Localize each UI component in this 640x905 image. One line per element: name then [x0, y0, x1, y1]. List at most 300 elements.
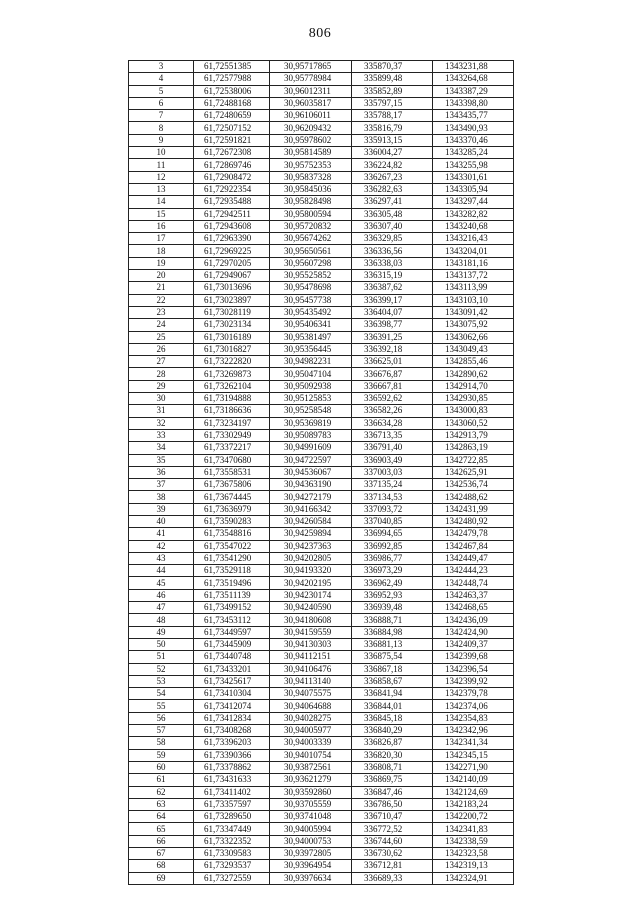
longitude-cell: 30,93592860	[270, 786, 352, 798]
x-coordinate-cell: 336847,46	[352, 786, 433, 798]
latitude-cell: 61,73408268	[194, 725, 270, 737]
coordinate-table-container	[128, 60, 513, 885]
x-coordinate-cell: 335816,79	[352, 122, 433, 134]
longitude-cell: 30,94230174	[270, 589, 352, 601]
table-row	[129, 700, 514, 712]
table-row	[129, 614, 514, 626]
longitude-cell: 30,94202195	[270, 577, 352, 589]
longitude-cell: 30,95752353	[270, 159, 352, 171]
y-coordinate-cell: 1342374,06	[433, 700, 514, 712]
point-number-cell: 62	[129, 786, 194, 798]
latitude-cell: 61,72963390	[194, 233, 270, 245]
longitude-cell: 30,93621279	[270, 774, 352, 786]
point-number-cell: 37	[129, 479, 194, 491]
longitude-cell: 30,94260584	[270, 515, 352, 527]
point-number-cell: 14	[129, 196, 194, 208]
latitude-cell: 61,73453112	[194, 614, 270, 626]
longitude-cell: 30,94159559	[270, 626, 352, 638]
latitude-cell: 61,72488168	[194, 97, 270, 109]
longitude-cell: 30,94237363	[270, 540, 352, 552]
latitude-cell: 61,73016189	[194, 331, 270, 343]
y-coordinate-cell: 1342431,99	[433, 503, 514, 515]
table-row	[129, 294, 514, 306]
y-coordinate-cell: 1342396,54	[433, 663, 514, 675]
table-row	[129, 577, 514, 589]
y-coordinate-cell: 1343231,88	[433, 61, 514, 73]
y-coordinate-cell: 1342480,92	[433, 515, 514, 527]
table-row	[129, 134, 514, 146]
longitude-cell: 30,94166342	[270, 503, 352, 515]
latitude-cell: 61,73499152	[194, 602, 270, 614]
x-coordinate-cell: 336744,60	[352, 835, 433, 847]
y-coordinate-cell: 1343398,80	[433, 97, 514, 109]
longitude-cell: 30,95258548	[270, 405, 352, 417]
table-row	[129, 356, 514, 368]
latitude-cell: 61,73016827	[194, 343, 270, 355]
x-coordinate-cell: 335788,17	[352, 110, 433, 122]
y-coordinate-cell: 1343240,68	[433, 220, 514, 232]
longitude-cell: 30,94259894	[270, 528, 352, 540]
y-coordinate-cell: 1342338,59	[433, 835, 514, 847]
point-number-cell: 59	[129, 749, 194, 761]
table-row	[129, 675, 514, 687]
table-row	[129, 774, 514, 786]
x-coordinate-cell: 336820,30	[352, 749, 433, 761]
table-row	[129, 848, 514, 860]
table-row	[129, 761, 514, 773]
table-row	[129, 97, 514, 109]
longitude-cell: 30,93705559	[270, 798, 352, 810]
point-number-cell: 11	[129, 159, 194, 171]
latitude-cell: 61,73636979	[194, 503, 270, 515]
latitude-cell: 61,73028119	[194, 306, 270, 318]
y-coordinate-cell: 1343137,72	[433, 270, 514, 282]
point-number-cell: 39	[129, 503, 194, 515]
point-number-cell: 42	[129, 540, 194, 552]
x-coordinate-cell: 336772,52	[352, 823, 433, 835]
latitude-cell: 61,73023134	[194, 319, 270, 331]
point-number-cell: 5	[129, 85, 194, 97]
table-row	[129, 454, 514, 466]
table-row	[129, 380, 514, 392]
latitude-cell: 61,73262104	[194, 380, 270, 392]
longitude-cell: 30,95800594	[270, 208, 352, 220]
longitude-cell: 30,93741048	[270, 811, 352, 823]
x-coordinate-cell: 336840,29	[352, 725, 433, 737]
x-coordinate-cell: 337093,72	[352, 503, 433, 515]
latitude-cell: 61,73431633	[194, 774, 270, 786]
longitude-cell: 30,94000753	[270, 835, 352, 847]
x-coordinate-cell: 336869,75	[352, 774, 433, 786]
x-coordinate-cell: 335913,15	[352, 134, 433, 146]
latitude-cell: 61,73425617	[194, 675, 270, 687]
y-coordinate-cell: 1343285,24	[433, 147, 514, 159]
latitude-cell: 61,73411402	[194, 786, 270, 798]
longitude-cell: 30,95381497	[270, 331, 352, 343]
table-row	[129, 503, 514, 515]
point-number-cell: 16	[129, 220, 194, 232]
point-number-cell: 49	[129, 626, 194, 638]
longitude-cell: 30,95478698	[270, 282, 352, 294]
point-number-cell: 53	[129, 675, 194, 687]
latitude-cell: 61,73357597	[194, 798, 270, 810]
latitude-cell: 61,73440748	[194, 651, 270, 663]
y-coordinate-cell: 1343435,77	[433, 110, 514, 122]
point-number-cell: 52	[129, 663, 194, 675]
longitude-cell: 30,94106476	[270, 663, 352, 675]
table-row	[129, 515, 514, 527]
table-row	[129, 245, 514, 257]
latitude-cell: 61,73347449	[194, 823, 270, 835]
latitude-cell: 61,73390366	[194, 749, 270, 761]
latitude-cell: 61,73558531	[194, 466, 270, 478]
x-coordinate-cell: 336730,62	[352, 848, 433, 860]
x-coordinate-cell: 336992,85	[352, 540, 433, 552]
y-coordinate-cell: 1342341,83	[433, 823, 514, 835]
table-row	[129, 147, 514, 159]
point-number-cell: 4	[129, 73, 194, 85]
x-coordinate-cell: 335870,37	[352, 61, 433, 73]
latitude-cell: 61,73675806	[194, 479, 270, 491]
x-coordinate-cell: 335797,15	[352, 97, 433, 109]
latitude-cell: 61,72970205	[194, 257, 270, 269]
point-number-cell: 67	[129, 848, 194, 860]
table-row	[129, 479, 514, 491]
longitude-cell: 30,95778984	[270, 73, 352, 85]
longitude-cell: 30,94272179	[270, 491, 352, 503]
x-coordinate-cell: 336710,47	[352, 811, 433, 823]
x-coordinate-cell: 336387,62	[352, 282, 433, 294]
point-number-cell: 34	[129, 442, 194, 454]
point-number-cell: 44	[129, 565, 194, 577]
point-number-cell: 55	[129, 700, 194, 712]
point-number-cell: 18	[129, 245, 194, 257]
y-coordinate-cell: 1342183,24	[433, 798, 514, 810]
y-coordinate-cell: 1342488,62	[433, 491, 514, 503]
coordinate-table	[128, 60, 514, 885]
latitude-cell: 61,73396203	[194, 737, 270, 749]
table-row	[129, 589, 514, 601]
y-coordinate-cell: 1342914,70	[433, 380, 514, 392]
table-row	[129, 429, 514, 441]
longitude-cell: 30,93964954	[270, 860, 352, 872]
x-coordinate-cell: 336398,77	[352, 319, 433, 331]
y-coordinate-cell: 1342855,46	[433, 356, 514, 368]
table-row	[129, 725, 514, 737]
table-row	[129, 331, 514, 343]
longitude-cell: 30,95674262	[270, 233, 352, 245]
latitude-cell: 61,73445909	[194, 638, 270, 650]
longitude-cell: 30,94240590	[270, 602, 352, 614]
y-coordinate-cell: 1342436,09	[433, 614, 514, 626]
point-number-cell: 3	[129, 61, 194, 73]
y-coordinate-cell: 1343181,16	[433, 257, 514, 269]
point-number-cell: 41	[129, 528, 194, 540]
x-coordinate-cell: 336336,56	[352, 245, 433, 257]
latitude-cell: 61,73269873	[194, 368, 270, 380]
table-row	[129, 282, 514, 294]
table-row	[129, 626, 514, 638]
y-coordinate-cell: 1342463,37	[433, 589, 514, 601]
y-coordinate-cell: 1342140,09	[433, 774, 514, 786]
y-coordinate-cell: 1342345,15	[433, 749, 514, 761]
x-coordinate-cell: 336786,50	[352, 798, 433, 810]
longitude-cell: 30,95607298	[270, 257, 352, 269]
table-row	[129, 602, 514, 614]
longitude-cell: 30,94991609	[270, 442, 352, 454]
longitude-cell: 30,94064688	[270, 700, 352, 712]
longitude-cell: 30,94112151	[270, 651, 352, 663]
y-coordinate-cell: 1342625,91	[433, 466, 514, 478]
latitude-cell: 61,73372217	[194, 442, 270, 454]
x-coordinate-cell: 336392,18	[352, 343, 433, 355]
point-number-cell: 65	[129, 823, 194, 835]
point-number-cell: 22	[129, 294, 194, 306]
x-coordinate-cell: 336791,40	[352, 442, 433, 454]
longitude-cell: 30,95406341	[270, 319, 352, 331]
y-coordinate-cell: 1342536,74	[433, 479, 514, 491]
latitude-cell: 61,72869746	[194, 159, 270, 171]
y-coordinate-cell: 1343113,99	[433, 282, 514, 294]
x-coordinate-cell: 336881,13	[352, 638, 433, 650]
point-number-cell: 32	[129, 417, 194, 429]
x-coordinate-cell: 336903,49	[352, 454, 433, 466]
longitude-cell: 30,96012311	[270, 85, 352, 97]
y-coordinate-cell: 1342324,91	[433, 872, 514, 884]
table-row	[129, 257, 514, 269]
latitude-cell: 61,72507152	[194, 122, 270, 134]
latitude-cell: 61,73023897	[194, 294, 270, 306]
x-coordinate-cell: 336676,87	[352, 368, 433, 380]
latitude-cell: 61,73293537	[194, 860, 270, 872]
x-coordinate-cell: 336994,65	[352, 528, 433, 540]
x-coordinate-cell: 336962,49	[352, 577, 433, 589]
y-coordinate-cell: 1342913,79	[433, 429, 514, 441]
point-number-cell: 61	[129, 774, 194, 786]
latitude-cell: 61,73234197	[194, 417, 270, 429]
longitude-cell: 30,95650561	[270, 245, 352, 257]
point-number-cell: 15	[129, 208, 194, 220]
y-coordinate-cell: 1343204,01	[433, 245, 514, 257]
x-coordinate-cell: 336282,63	[352, 183, 433, 195]
x-coordinate-cell: 336952,93	[352, 589, 433, 601]
y-coordinate-cell: 1342448,74	[433, 577, 514, 589]
y-coordinate-cell: 1342342,96	[433, 725, 514, 737]
point-number-cell: 66	[129, 835, 194, 847]
point-number-cell: 38	[129, 491, 194, 503]
longitude-cell: 30,94075575	[270, 688, 352, 700]
x-coordinate-cell: 336826,87	[352, 737, 433, 749]
point-number-cell: 8	[129, 122, 194, 134]
y-coordinate-cell: 1343490,93	[433, 122, 514, 134]
latitude-cell: 61,73272559	[194, 872, 270, 884]
point-number-cell: 40	[129, 515, 194, 527]
point-number-cell: 48	[129, 614, 194, 626]
longitude-cell: 30,96106011	[270, 110, 352, 122]
x-coordinate-cell: 335899,48	[352, 73, 433, 85]
point-number-cell: 56	[129, 712, 194, 724]
x-coordinate-cell: 336884,98	[352, 626, 433, 638]
table-row	[129, 393, 514, 405]
table-row	[129, 270, 514, 282]
longitude-cell: 30,95092938	[270, 380, 352, 392]
point-number-cell: 17	[129, 233, 194, 245]
latitude-cell: 61,73186636	[194, 405, 270, 417]
longitude-cell: 30,95845036	[270, 183, 352, 195]
latitude-cell: 61,73309583	[194, 848, 270, 860]
table-row	[129, 651, 514, 663]
y-coordinate-cell: 1342424,90	[433, 626, 514, 638]
point-number-cell: 58	[129, 737, 194, 749]
y-coordinate-cell: 1343091,42	[433, 306, 514, 318]
longitude-cell: 30,94363190	[270, 479, 352, 491]
longitude-cell: 30,95525852	[270, 270, 352, 282]
y-coordinate-cell: 1342444,23	[433, 565, 514, 577]
point-number-cell: 45	[129, 577, 194, 589]
y-coordinate-cell: 1343060,52	[433, 417, 514, 429]
y-coordinate-cell: 1343062,66	[433, 331, 514, 343]
point-number-cell: 68	[129, 860, 194, 872]
latitude-cell: 61,72922354	[194, 183, 270, 195]
table-row	[129, 798, 514, 810]
y-coordinate-cell: 1343103,10	[433, 294, 514, 306]
y-coordinate-cell: 1343075,92	[433, 319, 514, 331]
latitude-cell: 61,73511139	[194, 589, 270, 601]
latitude-cell: 61,73289650	[194, 811, 270, 823]
y-coordinate-cell: 1342124,69	[433, 786, 514, 798]
table-row	[129, 368, 514, 380]
latitude-cell: 61,72672308	[194, 147, 270, 159]
y-coordinate-cell: 1342341,34	[433, 737, 514, 749]
point-number-cell: 19	[129, 257, 194, 269]
latitude-cell: 61,72551385	[194, 61, 270, 73]
latitude-cell: 61,73541290	[194, 552, 270, 564]
table-row	[129, 749, 514, 761]
longitude-cell: 30,95089783	[270, 429, 352, 441]
x-coordinate-cell: 336634,28	[352, 417, 433, 429]
x-coordinate-cell: 336391,25	[352, 331, 433, 343]
x-coordinate-cell: 336224,82	[352, 159, 433, 171]
point-number-cell: 36	[129, 466, 194, 478]
table-row	[129, 491, 514, 503]
table-row	[129, 417, 514, 429]
table-row	[129, 110, 514, 122]
y-coordinate-cell: 1342323,58	[433, 848, 514, 860]
x-coordinate-cell: 336841,94	[352, 688, 433, 700]
latitude-cell: 61,72942511	[194, 208, 270, 220]
latitude-cell: 61,73529118	[194, 565, 270, 577]
table-row	[129, 552, 514, 564]
y-coordinate-cell: 1342863,19	[433, 442, 514, 454]
table-row	[129, 565, 514, 577]
y-coordinate-cell: 1342722,85	[433, 454, 514, 466]
table-row	[129, 343, 514, 355]
longitude-cell: 30,94982231	[270, 356, 352, 368]
point-number-cell: 43	[129, 552, 194, 564]
x-coordinate-cell: 336338,03	[352, 257, 433, 269]
longitude-cell: 30,95720832	[270, 220, 352, 232]
longitude-cell: 30,96035817	[270, 97, 352, 109]
table-row	[129, 737, 514, 749]
latitude-cell: 61,72949067	[194, 270, 270, 282]
x-coordinate-cell: 337134,53	[352, 491, 433, 503]
x-coordinate-cell: 336939,48	[352, 602, 433, 614]
longitude-cell: 30,94130303	[270, 638, 352, 650]
x-coordinate-cell: 336845,18	[352, 712, 433, 724]
longitude-cell: 30,94005994	[270, 823, 352, 835]
point-number-cell: 21	[129, 282, 194, 294]
latitude-cell: 61,72538006	[194, 85, 270, 97]
table-row	[129, 319, 514, 331]
table-row	[129, 466, 514, 478]
table-row	[129, 85, 514, 97]
x-coordinate-cell: 336875,54	[352, 651, 433, 663]
point-number-cell: 63	[129, 798, 194, 810]
longitude-cell: 30,95717865	[270, 61, 352, 73]
longitude-cell: 30,94180608	[270, 614, 352, 626]
x-coordinate-cell: 336867,18	[352, 663, 433, 675]
point-number-cell: 51	[129, 651, 194, 663]
x-coordinate-cell: 336307,40	[352, 220, 433, 232]
point-number-cell: 12	[129, 171, 194, 183]
longitude-cell: 30,94113140	[270, 675, 352, 687]
x-coordinate-cell: 337040,85	[352, 515, 433, 527]
table-row	[129, 233, 514, 245]
point-number-cell: 20	[129, 270, 194, 282]
y-coordinate-cell: 1343305,94	[433, 183, 514, 195]
point-number-cell: 50	[129, 638, 194, 650]
y-coordinate-cell: 1342399,68	[433, 651, 514, 663]
longitude-cell: 30,94193320	[270, 565, 352, 577]
point-number-cell: 30	[129, 393, 194, 405]
point-number-cell: 27	[129, 356, 194, 368]
latitude-cell: 61,73302949	[194, 429, 270, 441]
point-number-cell: 31	[129, 405, 194, 417]
y-coordinate-cell: 1343216,43	[433, 233, 514, 245]
y-coordinate-cell: 1342890,62	[433, 368, 514, 380]
longitude-cell: 30,95125853	[270, 393, 352, 405]
x-coordinate-cell: 336858,67	[352, 675, 433, 687]
latitude-cell: 61,73222820	[194, 356, 270, 368]
table-row	[129, 306, 514, 318]
point-number-cell: 57	[129, 725, 194, 737]
x-coordinate-cell: 336808,71	[352, 761, 433, 773]
table-row	[129, 540, 514, 552]
longitude-cell: 30,96209432	[270, 122, 352, 134]
point-number-cell: 47	[129, 602, 194, 614]
longitude-cell: 30,95978602	[270, 134, 352, 146]
x-coordinate-cell: 336625,01	[352, 356, 433, 368]
point-number-cell: 64	[129, 811, 194, 823]
y-coordinate-cell: 1343255,98	[433, 159, 514, 171]
y-coordinate-cell: 1343301,61	[433, 171, 514, 183]
point-number-cell: 10	[129, 147, 194, 159]
point-number-cell: 33	[129, 429, 194, 441]
latitude-cell: 61,73547022	[194, 540, 270, 552]
table-row	[129, 208, 514, 220]
x-coordinate-cell: 336986,77	[352, 552, 433, 564]
y-coordinate-cell: 1342468,65	[433, 602, 514, 614]
latitude-cell: 61,72935488	[194, 196, 270, 208]
table-row	[129, 159, 514, 171]
table-row	[129, 528, 514, 540]
table-row	[129, 73, 514, 85]
x-coordinate-cell: 336004,27	[352, 147, 433, 159]
latitude-cell: 61,73519496	[194, 577, 270, 589]
table-row	[129, 183, 514, 195]
point-number-cell: 26	[129, 343, 194, 355]
table-row	[129, 860, 514, 872]
